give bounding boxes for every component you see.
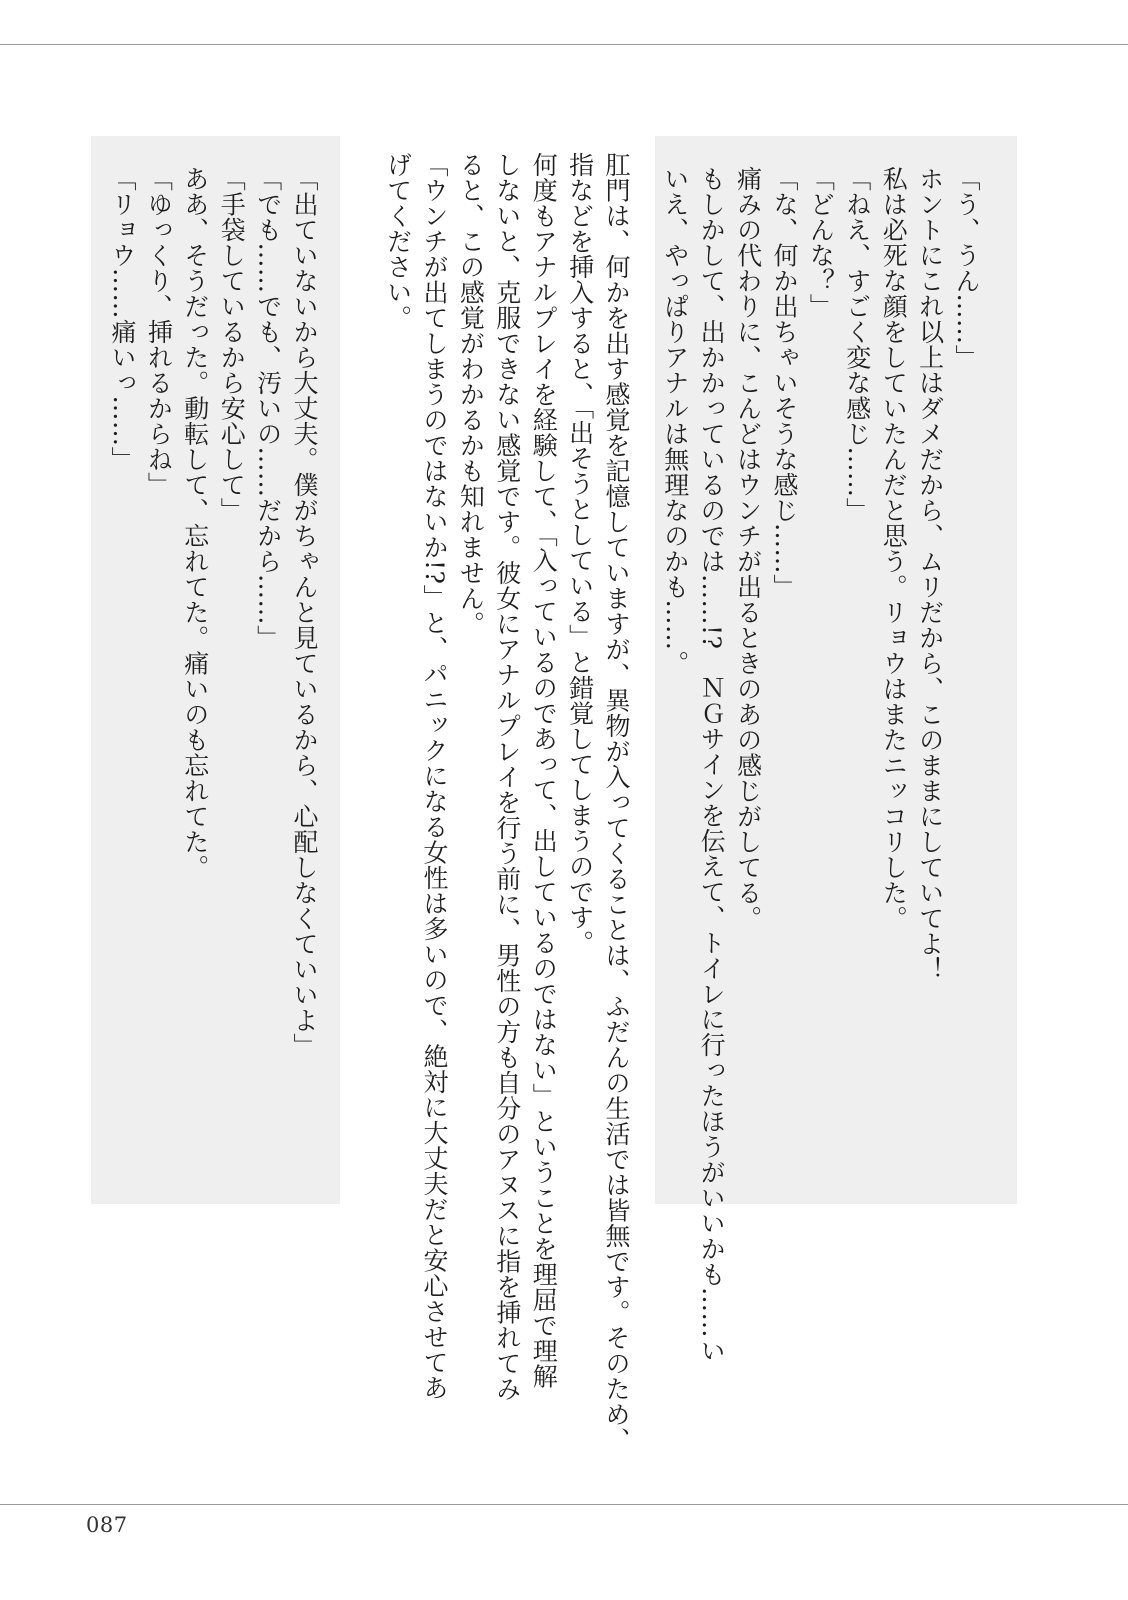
text-line: 痛みの代わりに、こんどはウンチが出るときのあの感じがしてる。 (733, 166, 763, 931)
text-line: ああ、そうだった。動転して、忘れてた。痛いのも忘れてた。 (180, 166, 210, 880)
text-line: 「ゆっくり、挿れるからね」 (144, 166, 174, 498)
header-rule (0, 44, 1128, 45)
text-line: 「でも……でも、汚いの……だから……」 (253, 166, 283, 651)
dialogue-block-2 (104, 166, 322, 1196)
text-line: 何度もアナルプレイを経験して、「入っているのであって、出しているのではない」ということを理屈で理解 (529, 152, 559, 1389)
text-line: 私は必死な顔をしていたんだと思う。リョウはまたニッコリした。 (879, 166, 909, 931)
text-line: 「ねえ、すごく変な感じ……」 (842, 166, 872, 523)
text-line: 「ウンチが出てしまうのではないか!?」と、パニックになる女性は多いので、絶対に大丈夫だと安心させてあ (419, 152, 449, 1401)
text-line: 肛門は、何かを出す感覚を記憶していますが、異物が入ってくることは、ふだんの生活では皆無です。そのため、 (602, 152, 631, 1453)
text-line: いえ、やっぱりアナルは無理なのかも……。 (660, 166, 690, 676)
text-line: げてください。 (383, 152, 413, 331)
text-line: 「リョウ……痛いっ……」 (107, 166, 137, 472)
text-line: 「どんな？」 (806, 166, 836, 319)
text-line: 「う、うん……」 (952, 166, 981, 370)
text-line: 「出ていないから大丈夫。僕がちゃんと見ているから、心配しなくていいよ」 (290, 166, 319, 1059)
page-number: 087 (86, 1513, 128, 1537)
text-line: もしかして、出かかっているのでは……!? ＮＧサインを伝えて、トイレに行ったほうがいいかも……い (697, 166, 727, 1364)
text-line: 「手袋しているから安心して」 (217, 166, 247, 523)
text-line: 指などを挿入すると、「出そうとしている」と錯覚してしまうのです。 (565, 152, 595, 956)
text-line: 「な、何か出ちゃいそうな感じ……」 (769, 166, 799, 600)
text-line: しないと、克服できない感覚です。彼女にアナルプレイを行う前に、男性の方も自分のアヌスに指を挿れてみ (492, 152, 522, 1402)
commentary-block (379, 152, 634, 1453)
dialogue-block-1 (656, 166, 984, 1364)
text-line: ホントにこれ以上はダメだから、ムリだから、このままにしていてよ！ (915, 166, 945, 982)
text-line: ると、この感覚がわかるかも知れません。 (456, 152, 486, 637)
footer-rule (0, 1504, 1128, 1505)
